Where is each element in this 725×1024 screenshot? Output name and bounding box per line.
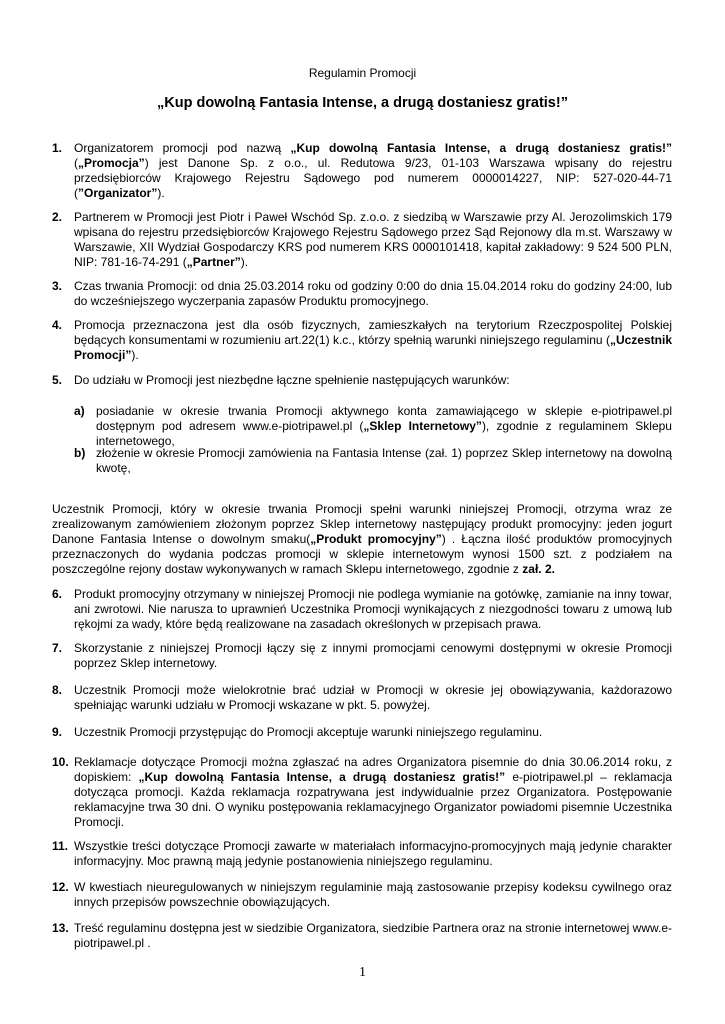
item-text bbox=[74, 641, 672, 671]
item-text bbox=[74, 210, 672, 270]
list-item bbox=[52, 755, 672, 830]
list-item bbox=[52, 880, 672, 910]
document-label: Regulamin Promocji bbox=[308, 66, 417, 80]
item-text bbox=[74, 141, 672, 201]
list-item bbox=[52, 210, 672, 270]
sub-list-item bbox=[74, 446, 672, 476]
text-run: Treść regulaminu dostępna jest w siedzibie Organizatora, siedzibie Partnera oraz na stronie internetowej www.e-piotripawel.pl . bbox=[74, 921, 672, 950]
item-number: 1. bbox=[52, 141, 63, 155]
text-run: Promocja przeznaczona jest dla osób fizycznych, zamieszkałych na terytorium Rzeczpospolitej Polskiej będących konsumentami w rozumieniu art.22(1) k.c., którzy spełnią warunki niniejszego regulaminu ( bbox=[74, 318, 672, 347]
sub-item-letter: a) bbox=[74, 404, 85, 418]
list-item bbox=[52, 921, 672, 951]
item-number: 5. bbox=[52, 373, 63, 387]
item-text bbox=[74, 921, 672, 951]
bold-text-run: „Sklep Internetowy” bbox=[363, 419, 482, 433]
bold-text-run: zał. 2. bbox=[522, 562, 555, 576]
text-run: ). bbox=[157, 186, 165, 200]
item-number: 6. bbox=[52, 587, 63, 601]
text-run: Uczestnik Promocji, który w okresie trwania Promocji spełni warunki niniejszej Promocji, otrzyma wraz ze zrealizowanym zamówieniem złożonym poprzez Sklep internetowy następujący produkt promocyjny: jeden jogurt Danone Fantasia Intense o dowolnym smaku( bbox=[52, 502, 672, 546]
item-number: 2. bbox=[52, 210, 63, 224]
text-run: Wszystkie treści dotyczące Promocji zawarte w materiałach informacyjno-promocyjnych mają jedynie charakter informacyjny. Moc prawną mają jedynie postanowienia niniejszego regulaminu. bbox=[74, 839, 672, 868]
item-text bbox=[74, 839, 672, 869]
item-number: 12. bbox=[52, 880, 69, 894]
item-number: 4. bbox=[52, 318, 63, 332]
item-text bbox=[74, 683, 672, 713]
text-run: Do udziału w Promocji jest niezbędne łączne spełnienie następujących warunków: bbox=[74, 373, 510, 387]
text-run: ). bbox=[131, 348, 139, 362]
page-number: 1 bbox=[359, 965, 366, 980]
item-text bbox=[74, 725, 672, 740]
sub-item-text bbox=[96, 446, 672, 476]
bold-text-run: „Kup dowolną Fantasia Intense, a drugą dostaniesz gratis!” bbox=[138, 770, 506, 784]
text-run: ), zgodnie z regulaminem Sklepu internetowego, bbox=[96, 419, 672, 448]
item-text bbox=[74, 587, 672, 632]
item-text bbox=[74, 755, 672, 830]
list-item bbox=[52, 839, 672, 869]
bold-text-run: „Kup dowolną Fantasia Intense, a drugą dostaniesz gratis!” bbox=[290, 141, 672, 155]
text-run: ) jest Danone Sp. z o.o., ul. Redutowa 9/23, 01-103 Warszawa wpisany do rejestru przedsiębiorców Krajowego Rejestru Sądowego pod numerem 0000014227, NIP: 527-020-44-71 ( bbox=[74, 156, 672, 200]
sub-item-letter: b) bbox=[74, 446, 86, 460]
text-run: Partnerem w Promocji jest Piotr i Paweł Wschód Sp. z.o.o. z siedzibą w Warszawie przy Al. Jerozolimskich 179 wpisana do rejestru przedsiębiorców Krajowego Rejestru Sądowego przez Sąd Rejonowy dla m.st. Warszawy w Warszawie, XII Wydział Gospodarczy KRS pod numerem KRS 0000101418, kapitał zakładowy: 9 524 500 PLN, NIP: 781-16-74-291 ( bbox=[74, 210, 672, 269]
text-run: ). bbox=[240, 255, 249, 269]
text-run: Uczestnik Promocji przystępując do Promocji akceptuje warunki niniejszego regulaminu. bbox=[74, 725, 543, 739]
bold-text-run: „Promocja” bbox=[78, 156, 145, 170]
list-item bbox=[52, 683, 672, 713]
list-item bbox=[52, 318, 672, 363]
text-run: posiadanie w okresie trwania Promocji aktywnego konta zamawiającego w sklepie e-piotripawel.pl dostępnym pod adresem www.e-piotripawel.pl ( bbox=[96, 404, 672, 433]
bold-text-run: „Uczestnik Promocji” bbox=[74, 333, 672, 362]
item-number: 13. bbox=[52, 921, 69, 935]
item-text bbox=[74, 279, 672, 309]
item-number: 9. bbox=[52, 725, 63, 739]
text-run: Reklamacje dotyczące Promocji można zgłaszać na adres Organizatora pisemnie do dnia 30.06.2014 roku, z dopiskiem: bbox=[74, 755, 672, 784]
item-number: 11. bbox=[52, 839, 69, 853]
sub-list-item bbox=[74, 404, 672, 449]
text-run: Produkt promocyjny otrzymany w niniejszej Promocji nie podlega wymianie na gotówkę, zamianie na inny towar, ani zwrotowi. Nie narusza to uprawnień Uczestnika Promocji wynikających z niezgodności towaru z umową lub rękojmi za wady, które będą realizowane na zasadach określonych w przepisach prawa. bbox=[74, 587, 672, 631]
list-item bbox=[52, 279, 672, 309]
list-item bbox=[52, 725, 672, 740]
list-item bbox=[52, 587, 672, 632]
bold-text-run: „Produkt promocyjny” bbox=[310, 532, 442, 546]
list-item bbox=[52, 373, 672, 388]
item-number: 10. bbox=[52, 755, 69, 769]
item-text bbox=[74, 318, 672, 363]
text-run: ( bbox=[74, 156, 78, 170]
text-run: Uczestnik Promocji może wielokrotnie brać udział w Promocji w okresie jej obowiązywania, każdorazowo spełniając warunki udziału w Promocji wskazane w pkt. 5. powyżej. bbox=[74, 683, 672, 712]
text-run: Skorzystanie z niniejszej Promocji łączy się z innymi promocjami cenowymi dostępnymi w okresie Promocji poprzez Sklep internetowy. bbox=[74, 641, 672, 670]
sub-item-text bbox=[96, 404, 672, 449]
text-run: W kwestiach nieuregulowanych w niniejszym regulaminie mają zastosowanie przepisy kodeksu cywilnego oraz innych przepisów powszechnie obowiązujących. bbox=[74, 880, 672, 909]
item-number: 7. bbox=[52, 641, 63, 655]
item-number: 3. bbox=[52, 279, 63, 293]
text-run: Organizatorem promocji pod nazwą bbox=[74, 141, 291, 155]
text-run: ) . Łączna ilość produktów promocyjnych przeznaczonych do wydania podczas promocji w sklepie internetowym wynosi 1500 szt. z podziałem na poszczególne rejony dostaw wykonywanych w ramach Sklepu internetowego, zgodnie z bbox=[52, 532, 673, 576]
text-run: złożenie w okresie Promocji zamówienia na Fantasia Intense (zał. 1) poprzez Sklep internetowy na dowolną kwotę, bbox=[96, 446, 672, 475]
item-text bbox=[74, 373, 672, 388]
item-text bbox=[74, 880, 672, 910]
bold-text-run: „Partner” bbox=[186, 255, 241, 269]
text-run: Czas trwania Promocji: od dnia 25.03.2014 roku od godziny 0:00 do dnia 15.04.2014 roku do godziny 24:00, lub do wcześniejszego wyczerpania zapasów Produktu promocyjnego. bbox=[74, 279, 672, 308]
text-run: e-piotripawel.pl – reklamacja dotycząca promocji. Każda reklamacja rozpatrywana jest indywidualnie przez Organizatora. Postępowanie reklamacyjne trwa 30 dni. O wyniku postępowania reklamacyjnego Organizator powiadomi pisemnie Uczestnika Promocji. bbox=[74, 770, 672, 829]
bold-text-run: ”Organizator” bbox=[78, 186, 158, 200]
paragraph bbox=[52, 502, 672, 577]
document-title: „Kup dowolną Fantasia Intense, a drugą dostaniesz gratis!” bbox=[157, 95, 568, 111]
list-item bbox=[52, 141, 672, 201]
item-number: 8. bbox=[52, 683, 63, 697]
list-item bbox=[52, 641, 672, 671]
